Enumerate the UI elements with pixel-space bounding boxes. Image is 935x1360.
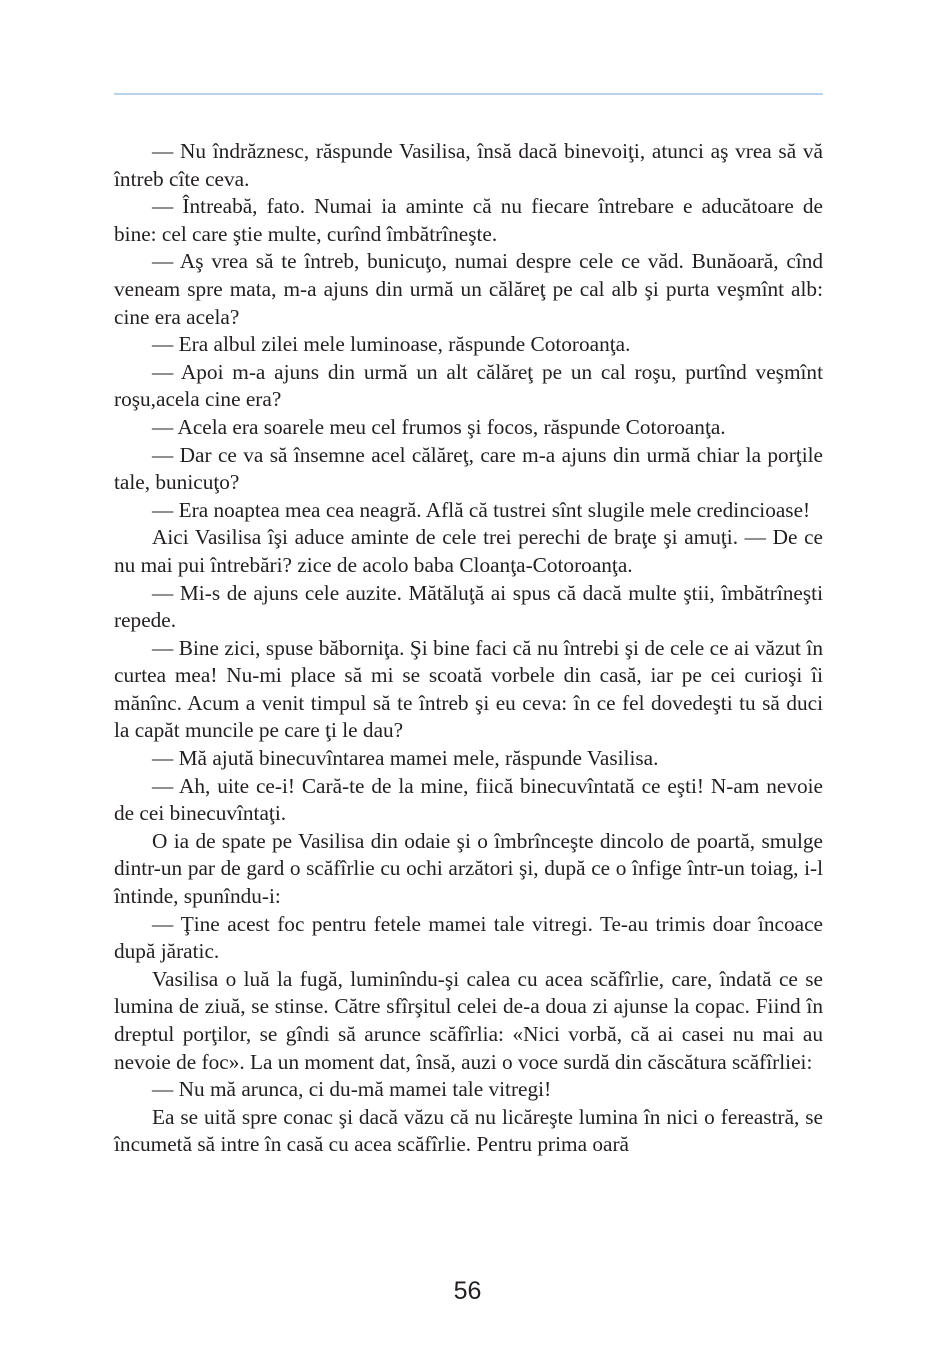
paragraph: — Mă ajută binecuvîntarea mamei mele, răspunde Vasilisa. xyxy=(152,746,659,771)
paragraph: Aici Vasilisa îşi aduce aminte de cele trei perechi de braţe şi amuţi. — De ce nu mai pui întrebări? zice de acolo baba Cloanţa-Cotoroanţa. xyxy=(114,525,823,577)
paragraph: — Nu mă arunca, ci du-mă mamei tale vitregi! xyxy=(152,1077,552,1102)
paragraph: Vasilisa o luă la fugă, luminîndu-şi calea cu acea scăfîrlie, care, îndată ce se lumina de ziuă, se stinse. Către sfîrşitul celei de-a doua zi ajunse la copac. Fiind în dreptul porţilor, se gîndi să arunce scăfîrlia: «Nici vorbă, că ai casei nu mai au nevoie de foc». La un moment dat, însă, auzi o voce surdă din căscătura scăfîrliei: xyxy=(114,966,823,1074)
paragraph: — Aş vrea să te întreb, bunicuţo, numai despre cele ce văd. Bunăoară, cînd veneam spre mata, m-a ajuns din urmă un călăreţ pe cal alb şi purta veşmînt alb: cine era acela? xyxy=(114,249,823,329)
paragraph: — Ah, uite ce-i! Cară-te de la mine, fiică binecuvîntată ce eşti! N-am nevoie de cei binecuvîntaţi. xyxy=(114,773,823,826)
paragraph: — Era albul zilei mele luminoase, răspunde Cotoroanţa. xyxy=(152,332,631,357)
paragraph: Ea se uită spre conac şi dacă văzu că nu licăreşte lumina în nici o fereastră, se încumetă să intre în casă cu acea scăfîrlie. Pentru prima oară xyxy=(114,1104,823,1157)
body-text xyxy=(114,138,823,1159)
page-number: 56 xyxy=(453,1277,482,1305)
paragraph: — Nu îndrăznesc, răspunde Vasilisa, însă dacă binevoiţi, atunci aş vrea să vă întreb cîte ceva. xyxy=(114,139,823,191)
paragraph: — Acela era soarele meu cel frumos şi focos, răspunde Cotoroanţa. xyxy=(152,414,726,439)
paragraph: — Dar ce va să însemne acel călăreţ, care m-a ajuns din urmă chiar la porţile tale, bunicuţo? xyxy=(114,442,823,495)
paragraph: — Bine zici, spuse băborniţa. Şi bine faci că nu întrebi şi de cele ce ai văzut în curtea mea! Nu-mi place să mi se scoată vorbele din casă, iar pe cei curioşi îi mănînc. Acum a venit timpul să te întreb şi eu ceva: în ce fel dovedeşti tu să duci la capăt muncile pe care ţi le dau? xyxy=(114,635,823,743)
paragraph: — Apoi m-a ajuns din urmă un alt călăreţ pe un cal roşu, purtînd veşmînt roşu,acela cine era? xyxy=(114,359,823,412)
paragraph: O ia de spate pe Vasilisa din odaie şi o îmbrînceşte dincolo de poartă, smulge dintr-un par de gard o scăfîrlie cu ochi arzători şi, după ce o înfige într-un toiag, i-l întinde, spunîndu-i: xyxy=(114,828,823,909)
paragraph: — Întreabă, fato. Numai ia aminte că nu fiecare întrebare e aducătoare de bine: cel care ştie multe, curînd îmbătrîneşte. xyxy=(114,194,823,246)
paragraph: — Era noaptea mea cea neagră. Află că tustrei sînt slugile mele credincioase! xyxy=(152,497,811,522)
paragraph: — Ţine acest foc pentru fetele mamei tale vitregi. Te-au trimis doar încoace după jăratic. xyxy=(114,911,823,964)
header-rule xyxy=(114,93,823,95)
paragraph: — Mi-s de ajuns cele auzite. Mătăluţă ai spus că dacă multe ştii, îmbătrîneşti repede. xyxy=(114,580,823,633)
